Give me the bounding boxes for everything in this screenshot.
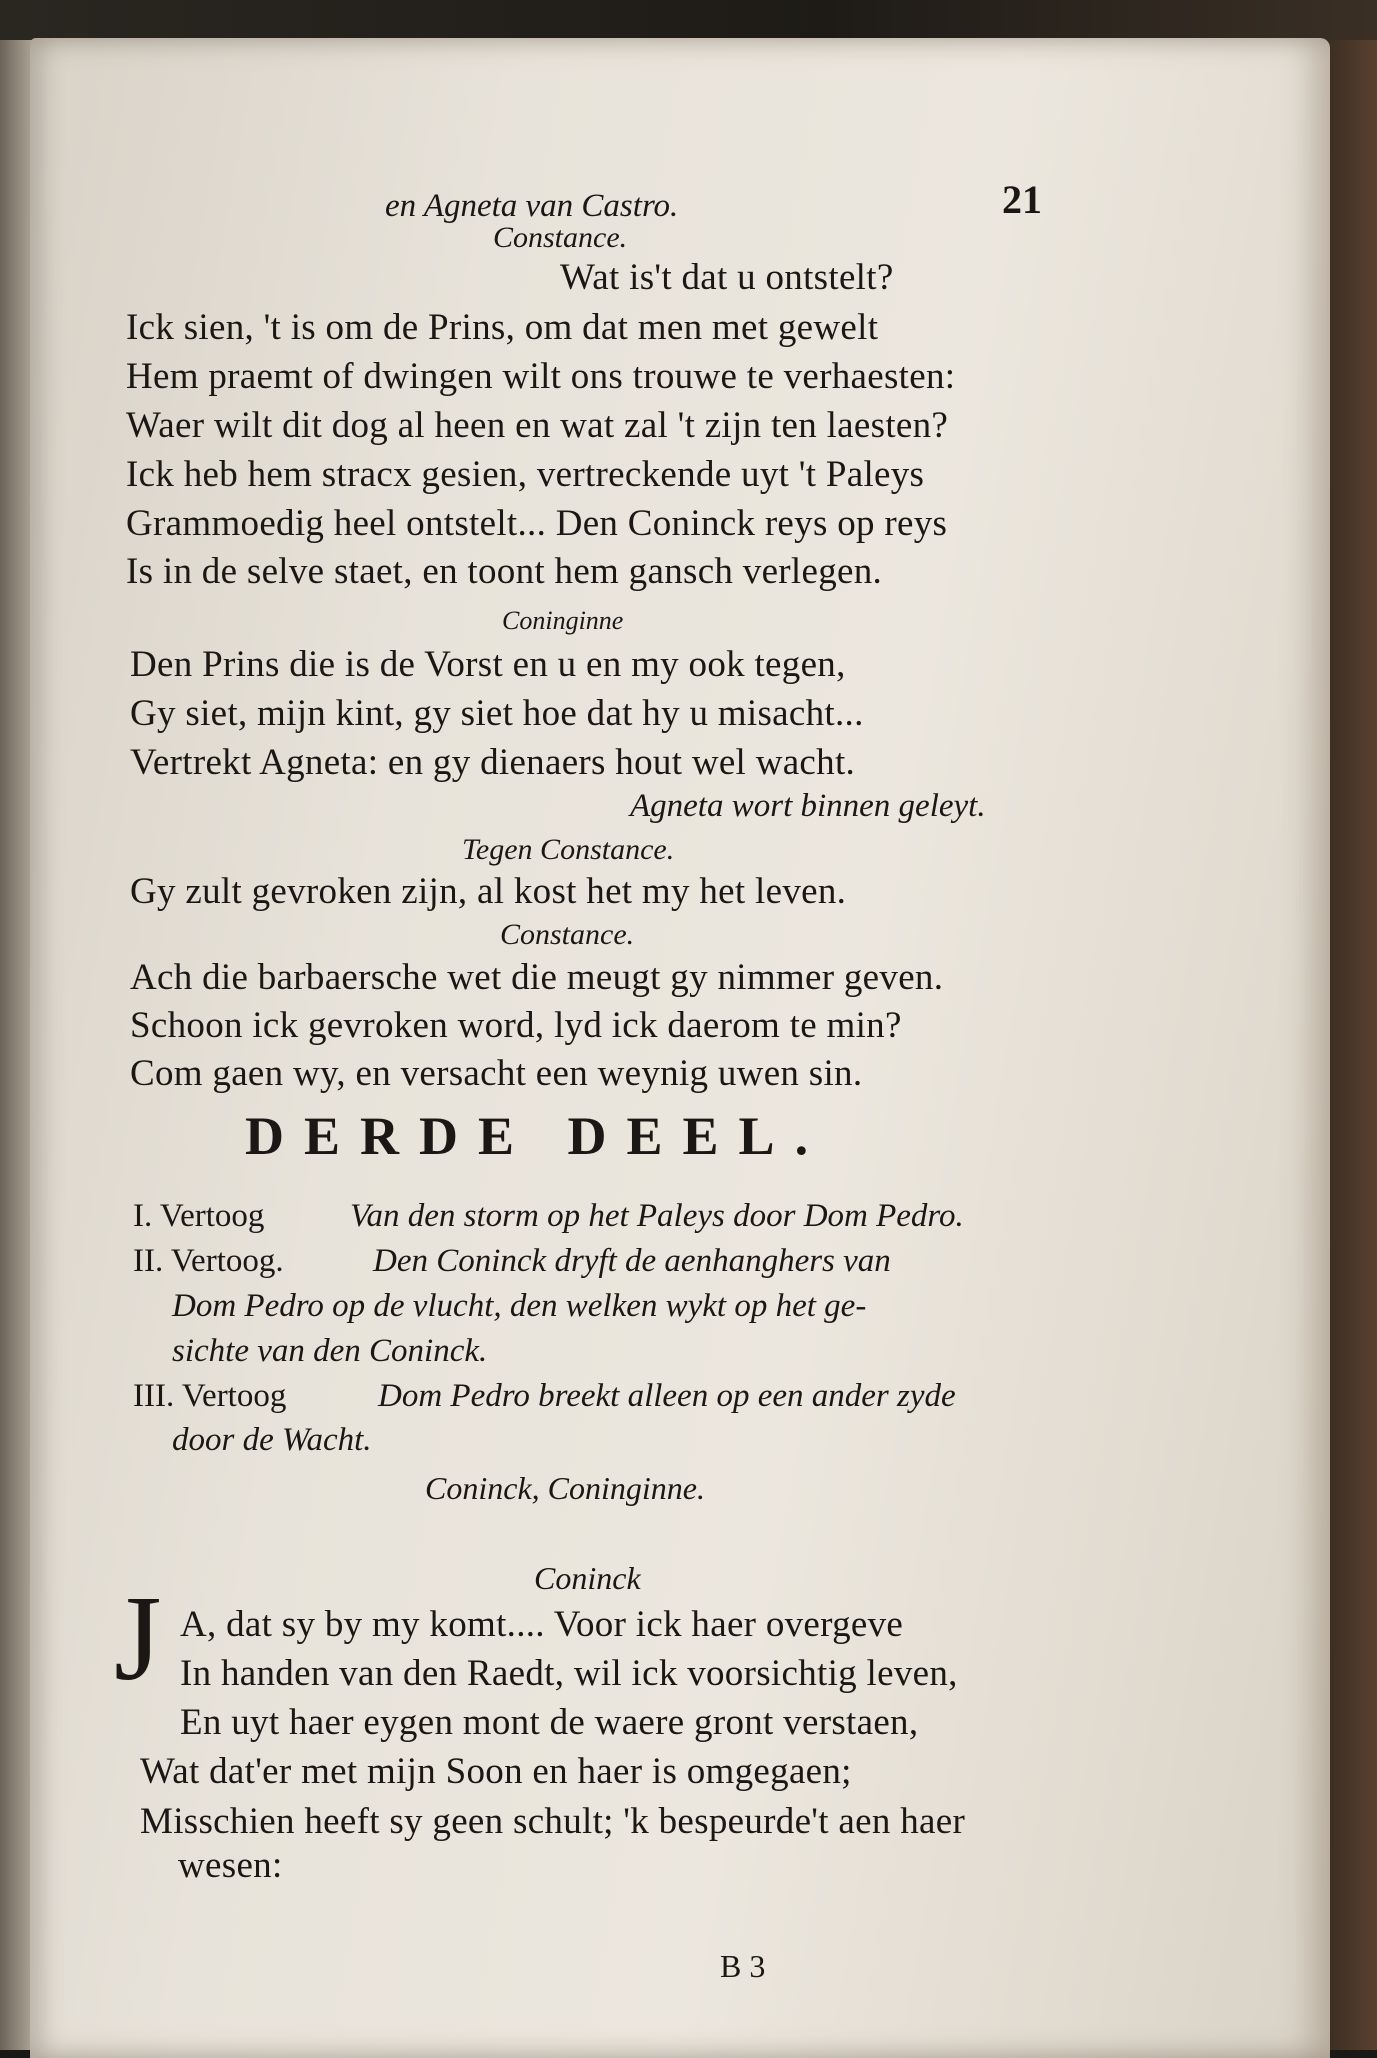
argument-2-label: II. Vertoog.	[133, 1243, 284, 1279]
verse-line: Schoon ick gevroken word, lyd ick daerom te min?	[130, 1005, 902, 1046]
running-title: en Agneta van Castro.	[385, 188, 679, 224]
book-cover-edge	[1329, 40, 1377, 2050]
verse-line: Ick heb hem stracx gesien, vertreckende uyt 't Paleys	[126, 454, 925, 495]
verse-line: Den Prins die is de Vorst en u en my ook tegen,	[130, 644, 846, 685]
verse-line: Grammoedig heel ontstelt... Den Coninck reys op reys	[126, 503, 948, 544]
scene-characters: Coninck, Coninginne.	[425, 1470, 705, 1506]
speaker-coninginne: Coninginne	[502, 606, 624, 635]
page-number: 21	[1002, 177, 1042, 222]
verse-line: Vertrekt Agneta: en gy dienaers hout wel wacht.	[130, 742, 856, 783]
verse-line: Hem praemt of dwingen wilt ons trouwe te verhaesten:	[126, 356, 956, 397]
verse-line-continuation: wesen:	[178, 1845, 283, 1886]
verse-line: Wat dat'er met mijn Soon en haer is omgegaen;	[140, 1751, 852, 1792]
verse-line: Waer wilt dit dog al heen en wat zal 't zijn ten laesten?	[126, 405, 949, 446]
signature-mark: B 3	[720, 1948, 766, 1984]
verse-line: Ach die barbaersche wet die meugt gy nimmer geven.	[130, 957, 944, 998]
argument-2-text: sichte van den Coninck.	[172, 1333, 488, 1369]
argument-3-text: Dom Pedro breekt alleen op een ander zyde	[378, 1378, 956, 1414]
drop-cap: J	[114, 1571, 162, 1706]
argument-3-label: III. Vertoog	[133, 1378, 287, 1414]
verse-line: En uyt haer eygen mont de waere gront verstaen,	[180, 1702, 919, 1743]
argument-1-text: Van den storm op het Paleys door Dom Pedro.	[350, 1198, 964, 1234]
verse-line: Is in de selve staet, en toont hem gansch verlegen.	[126, 551, 883, 592]
verse-line: Wat is't dat u ontstelt?	[560, 257, 894, 298]
speaker-coninck: Coninck	[534, 1560, 641, 1596]
verse-line: Gy siet, mijn kint, gy siet hoe dat hy u misacht...	[130, 693, 864, 734]
book-page	[30, 38, 1330, 2058]
argument-1-label: I. Vertoog	[133, 1198, 265, 1234]
speaker-tegen-constance: Tegen Constance.	[462, 833, 675, 866]
verse-line: Gy zult gevroken zijn, al kost het my het leven.	[130, 871, 847, 912]
argument-2-text: Dom Pedro op de vlucht, den welken wykt op het ge-	[172, 1288, 867, 1324]
verse-line: A, dat sy by my komt.... Voor ick haer overgeve	[180, 1604, 904, 1645]
verse-line: Com gaen wy, en versacht een weynig uwen sin.	[130, 1053, 863, 1094]
speaker-constance: Constance.	[493, 221, 628, 254]
stage-direction: Agneta wort binnen geleyt.	[630, 788, 986, 824]
verse-line: Ick sien, 't is om de Prins, om dat men met gewelt	[126, 307, 879, 348]
argument-3-text: door de Wacht.	[172, 1422, 372, 1458]
verse-line: Misschien heeft sy geen schult; 'k bespeurde't aen haer	[140, 1801, 966, 1842]
speaker-constance-2: Constance.	[500, 918, 635, 951]
verse-line: In handen van den Raedt, wil ick voorsichtig leven,	[180, 1653, 958, 1694]
section-title: DERDE DEEL.	[245, 1106, 829, 1166]
argument-2-text: Den Coninck dryft de aenhanghers van	[373, 1243, 891, 1279]
